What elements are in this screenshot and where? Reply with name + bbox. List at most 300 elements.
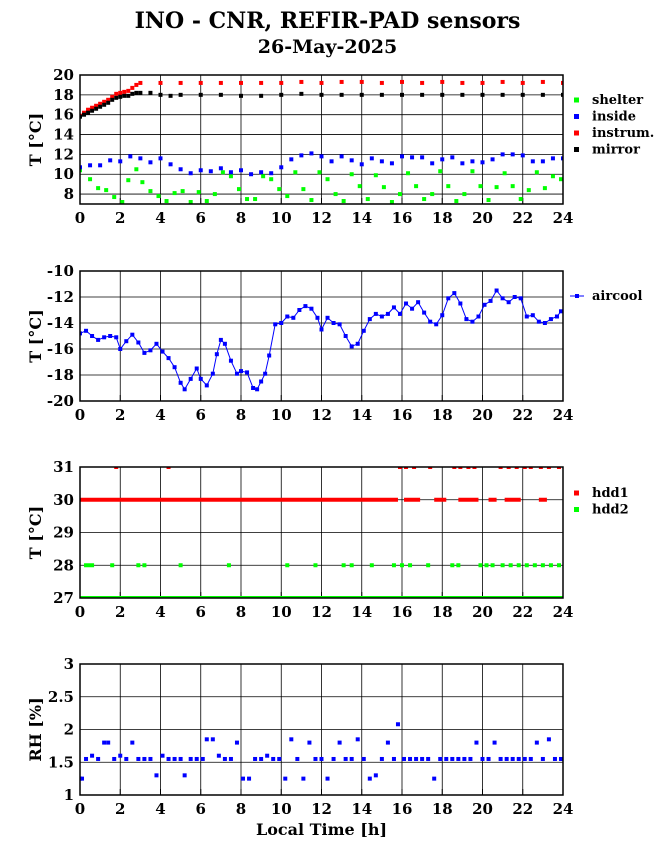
legend-label: shelter	[592, 93, 644, 108]
legend-label: aircool	[592, 289, 643, 304]
data-point-hdd2	[450, 563, 454, 567]
data-point-shelter	[430, 192, 434, 196]
x-tick-label: 22	[512, 603, 534, 621]
data-point-aircool	[501, 296, 505, 300]
panel-temps	[26, 66, 654, 227]
data-point-aircool	[223, 342, 227, 346]
data-point-aircool	[549, 317, 553, 321]
x-tick-label: 2	[115, 603, 126, 621]
panel-aircool	[26, 262, 642, 424]
data-point-shelter	[487, 198, 491, 202]
data-point-aircool	[199, 377, 203, 381]
data-point-aircool	[259, 380, 263, 384]
data-point-mirror	[400, 93, 404, 97]
data-point-rh	[320, 757, 324, 761]
data-point-aircool	[410, 307, 414, 311]
data-point-inside	[400, 154, 404, 158]
data-point-inside	[360, 162, 364, 166]
data-point-mirror	[179, 93, 183, 97]
data-point-shelter	[495, 185, 499, 189]
data-point-aircool	[374, 312, 378, 316]
data-point-rh	[179, 757, 183, 761]
data-point-mirror	[299, 92, 303, 96]
x-tick-label: 18	[431, 406, 453, 424]
data-point-inside	[491, 157, 495, 161]
data-point-rh	[523, 757, 527, 761]
data-point-mirror	[102, 103, 106, 107]
data-point-rh	[408, 757, 412, 761]
data-point-inside	[138, 156, 142, 160]
data-point-shelter	[478, 184, 482, 188]
data-point-shelter	[374, 173, 378, 177]
data-point-aircool	[392, 305, 396, 309]
data-point-inside	[219, 166, 223, 170]
data-point-instrum	[239, 81, 243, 85]
data-point-rh	[326, 777, 330, 781]
data-point-aircool	[229, 359, 233, 363]
series-line-aircool	[80, 291, 561, 390]
data-point-rh	[265, 754, 269, 758]
x-tick-label: 12	[311, 209, 332, 227]
data-point-aircool	[235, 372, 239, 376]
data-point-aircool	[303, 304, 307, 308]
data-point-inside	[179, 167, 183, 171]
data-point-inside	[320, 154, 324, 158]
data-point-mirror	[122, 94, 126, 98]
data-point-shelter	[406, 171, 410, 175]
data-point-mirror	[90, 109, 94, 113]
data-point-mirror	[110, 98, 114, 102]
data-point-shelter	[156, 194, 160, 198]
data-point-rh	[432, 777, 436, 781]
data-point-shelter	[229, 174, 233, 178]
data-point-inside	[350, 158, 354, 162]
data-point-aircool	[446, 296, 450, 300]
data-point-aircool	[90, 334, 94, 338]
x-tick-label: 24	[552, 603, 574, 621]
y-tick-label: 27	[53, 589, 74, 607]
data-point-shelter	[414, 184, 418, 188]
data-point-rh	[547, 737, 551, 741]
x-tick-label: 2	[115, 209, 126, 227]
data-point-mirror	[118, 95, 122, 99]
data-point-inside	[88, 163, 92, 167]
data-point-shelter	[197, 190, 201, 194]
data-point-aircool	[338, 322, 342, 326]
data-point-instrum	[460, 81, 464, 85]
data-point-rh	[468, 757, 472, 761]
x-tick-label: 20	[472, 209, 493, 227]
data-point-hdd2	[110, 563, 114, 567]
data-point-instrum	[320, 81, 324, 85]
data-point-mirror	[541, 93, 545, 97]
y-tick-label: 18	[53, 85, 74, 104]
x-tick-label: 18	[431, 603, 453, 621]
data-point-rh	[338, 741, 342, 745]
data-point-hdd2	[342, 563, 346, 567]
data-point-mirror	[481, 93, 485, 97]
data-point-mirror	[159, 93, 163, 97]
data-point-aircool	[161, 350, 165, 354]
data-point-mirror	[340, 93, 344, 97]
x-tick-label: 6	[195, 800, 206, 818]
data-point-aircool	[219, 338, 223, 342]
data-point-rh	[189, 757, 193, 761]
x-tick-label: 10	[270, 800, 292, 818]
data-point-rh	[505, 757, 509, 761]
data-point-shelter	[148, 189, 152, 193]
data-point-rh	[271, 757, 275, 761]
data-point-aircool	[142, 351, 146, 355]
data-point-instrum	[179, 81, 183, 85]
data-point-aircool	[422, 311, 426, 315]
data-point-inside	[229, 170, 233, 174]
x-tick-label: 12	[311, 603, 332, 621]
data-point-rh	[456, 757, 460, 761]
data-point-instrum	[199, 81, 203, 85]
data-point-rh	[84, 757, 88, 761]
y-tick-label: -14	[46, 314, 74, 332]
x-tick-label: 8	[235, 603, 247, 621]
data-point-shelter	[213, 192, 217, 196]
data-point-rh	[402, 757, 406, 761]
y-tick-label: 20	[53, 66, 74, 84]
data-point-shelter	[350, 172, 354, 176]
data-point-rh	[517, 757, 521, 761]
panel-hdd	[26, 458, 629, 621]
data-point-shelter	[88, 177, 92, 181]
data-point-shelter	[519, 197, 523, 201]
data-point-aircool	[344, 334, 348, 338]
data-point-rh	[444, 757, 448, 761]
data-point-mirror	[134, 91, 138, 95]
legend-marker	[574, 507, 579, 512]
data-point-mirror	[279, 93, 283, 97]
data-point-inside	[159, 156, 163, 160]
data-point-inside	[541, 159, 545, 163]
data-point-inside	[108, 158, 112, 162]
data-point-aircool	[273, 322, 277, 326]
y-tick-label: 8	[63, 185, 74, 204]
legend-marker	[574, 131, 579, 136]
data-point-aircool	[350, 344, 354, 348]
data-point-inside	[390, 161, 394, 165]
data-point-rh	[414, 757, 418, 761]
data-point-inside	[269, 171, 273, 175]
data-point-hdd2	[400, 563, 404, 567]
data-point-mirror	[380, 93, 384, 97]
data-point-hdd2	[501, 563, 505, 567]
data-point-mirror	[94, 107, 98, 111]
data-point-inside	[460, 161, 464, 165]
data-point-aircool	[189, 377, 193, 381]
data-point-inside	[169, 162, 173, 166]
data-point-instrum	[360, 80, 364, 84]
data-point-hdd2	[408, 563, 412, 567]
data-point-shelter	[382, 185, 386, 189]
x-tick-label: 24	[552, 209, 574, 227]
data-point-instrum	[380, 81, 384, 85]
data-point-instrum	[259, 81, 263, 85]
data-point-rh	[130, 741, 134, 745]
data-point-rh	[313, 757, 317, 761]
data-point-aircool	[495, 289, 499, 293]
x-tick-label: 24	[552, 800, 574, 818]
data-point-aircool	[315, 316, 319, 320]
data-point-rh	[392, 757, 396, 761]
x-tick-label: 8	[235, 209, 247, 227]
data-point-shelter	[543, 186, 547, 190]
y-tick-label: 29	[53, 523, 74, 542]
series-group	[78, 722, 563, 780]
x-tick-label: 4	[155, 603, 166, 621]
data-point-aircool	[167, 356, 171, 360]
data-point-aircool	[309, 307, 313, 311]
data-point-inside	[249, 172, 253, 176]
data-point-shelter	[221, 170, 225, 174]
data-point-shelter	[454, 199, 458, 203]
x-tick-label: 14	[351, 209, 373, 227]
data-point-hdd2	[557, 563, 561, 567]
data-point-rh	[362, 757, 366, 761]
data-point-rh	[205, 737, 209, 741]
data-point-rh	[374, 773, 378, 777]
data-point-aircool	[96, 338, 100, 342]
data-point-inside	[289, 157, 293, 161]
data-point-mirror	[239, 94, 243, 98]
data-point-aircool	[267, 354, 271, 358]
data-point-aircool	[470, 320, 474, 324]
data-point-shelter	[104, 188, 108, 192]
data-point-shelter	[181, 189, 185, 193]
data-point-aircool	[489, 299, 493, 303]
data-point-shelter	[140, 180, 144, 184]
data-point-aircool	[183, 387, 187, 391]
data-point-rh	[106, 741, 110, 745]
data-point-aircool	[537, 320, 541, 324]
y-tick-label: 16	[53, 105, 74, 124]
data-point-rh	[217, 754, 221, 758]
data-point-shelter	[551, 174, 555, 178]
data-point-rh	[241, 777, 245, 781]
legend-label: mirror	[592, 142, 640, 158]
data-point-hdd2	[491, 563, 495, 567]
data-point-shelter	[285, 194, 289, 198]
data-point-aircool	[380, 315, 384, 319]
data-point-rh	[211, 737, 215, 741]
data-point-mirror	[169, 94, 173, 98]
x-tick-label: 0	[74, 800, 86, 818]
data-point-shelter	[342, 199, 346, 203]
data-point-aircool	[483, 303, 487, 307]
data-point-inside	[279, 165, 283, 169]
x-tick-label: 6	[195, 406, 206, 424]
legend-label: hdd1	[592, 486, 629, 501]
data-point-hdd2	[485, 563, 489, 567]
x-tick-label: 2	[115, 800, 126, 818]
data-point-aircool	[555, 315, 559, 319]
data-point-inside	[98, 163, 102, 167]
data-point-hdd2	[517, 563, 521, 567]
data-point-inside	[330, 159, 334, 163]
data-point-shelter	[317, 170, 321, 174]
legend-label: inside	[592, 109, 637, 125]
data-point-mirror	[420, 93, 424, 97]
data-point-shelter	[462, 192, 466, 196]
data-point-aircool	[332, 321, 336, 325]
data-point-rh	[173, 757, 177, 761]
x-tick-label: 24	[552, 406, 574, 424]
data-point-aircool	[118, 347, 122, 351]
data-point-shelter	[358, 184, 362, 188]
legend-label: instrum.	[592, 126, 655, 141]
data-point-hdd2	[350, 563, 354, 567]
data-point-rh	[142, 757, 146, 761]
data-point-rh	[295, 757, 299, 761]
data-point-mirror	[148, 91, 152, 95]
data-point-rh	[511, 757, 515, 761]
x-tick-label: 22	[512, 209, 534, 227]
data-point-rh	[195, 757, 199, 761]
data-point-rh	[438, 757, 442, 761]
data-point-rh	[420, 757, 424, 761]
data-point-hdd2	[541, 563, 545, 567]
data-point-shelter	[261, 174, 265, 178]
data-point-shelter	[470, 169, 474, 173]
x-tick-label: 4	[155, 800, 166, 818]
data-point-aircool	[239, 369, 243, 373]
data-point-rh	[289, 737, 293, 741]
data-point-instrum	[400, 80, 404, 84]
data-point-aircool	[398, 312, 402, 316]
x-tick-label: 14	[351, 406, 373, 424]
data-point-rh	[350, 757, 354, 761]
data-point-mirror	[126, 94, 130, 98]
data-point-aircool	[356, 342, 360, 346]
data-point-shelter	[245, 197, 249, 201]
data-point-rh	[386, 741, 390, 745]
data-point-aircool	[136, 341, 140, 345]
data-point-inside	[259, 170, 263, 174]
data-point-rh	[396, 722, 400, 726]
legend-marker	[574, 98, 579, 103]
data-point-rh	[529, 757, 533, 761]
data-point-aircool	[464, 317, 468, 321]
data-point-aircool	[428, 320, 432, 324]
y-tick-label: 2	[63, 720, 74, 739]
data-point-aircool	[368, 317, 372, 321]
data-point-shelter	[309, 198, 313, 202]
y-tick-label: 1	[63, 786, 74, 804]
x-tick-label: 6	[195, 603, 206, 621]
data-point-aircool	[291, 316, 295, 320]
data-point-rh	[247, 777, 251, 781]
data-point-aircool	[215, 352, 219, 356]
data-point-mirror	[440, 93, 444, 97]
y-axis-label: T [°C]	[26, 309, 45, 363]
data-point-aircool	[255, 387, 259, 391]
data-point-rh	[426, 757, 430, 761]
data-point-shelter	[112, 195, 116, 199]
data-point-aircool	[320, 328, 324, 332]
data-point-aircool	[279, 321, 283, 325]
y-axis-label: T [°C]	[26, 505, 45, 560]
data-point-hdd2	[456, 563, 460, 567]
y-axis-label: T [°C]	[26, 112, 45, 167]
data-point-aircool	[507, 300, 511, 304]
data-point-aircool	[124, 339, 128, 343]
panel-rh	[26, 655, 573, 839]
y-tick-label: 10	[53, 165, 74, 184]
data-point-rh	[474, 741, 478, 745]
data-point-mirror	[320, 93, 324, 97]
data-point-inside	[450, 155, 454, 159]
data-point-rh	[229, 757, 233, 761]
x-tick-label: 12	[311, 406, 332, 424]
data-point-aircool	[102, 335, 106, 339]
x-tick-label: 22	[512, 800, 534, 818]
data-point-shelter	[293, 170, 297, 174]
data-point-rh	[307, 741, 311, 745]
series-group	[78, 289, 563, 392]
data-point-aircool	[452, 291, 456, 295]
x-tick-label: 0	[74, 603, 86, 621]
data-point-mirror	[460, 93, 464, 97]
x-tick-label: 20	[472, 406, 493, 424]
data-point-aircool	[297, 308, 301, 312]
data-point-shelter	[438, 169, 442, 173]
data-point-instrum	[118, 91, 122, 95]
data-point-rh	[541, 757, 545, 761]
data-point-inside	[410, 155, 414, 159]
data-point-shelter	[503, 171, 507, 175]
data-point-aircool	[179, 381, 183, 385]
legend-label: hdd2	[592, 502, 629, 518]
data-point-instrum	[159, 81, 163, 85]
data-point-aircool	[458, 302, 462, 306]
data-point-aircool	[245, 370, 249, 374]
data-point-aircool	[154, 342, 158, 346]
data-point-rh	[277, 757, 281, 761]
data-point-shelter	[126, 178, 130, 182]
legend-marker	[574, 147, 579, 152]
x-tick-label: 16	[391, 800, 413, 818]
data-point-rh	[235, 741, 239, 745]
data-point-shelter	[422, 197, 426, 201]
data-point-shelter	[326, 177, 330, 181]
x-tick-label: 10	[270, 406, 292, 424]
data-point-inside	[199, 168, 203, 172]
x-tick-label: 14	[351, 603, 373, 621]
data-point-shelter	[527, 188, 531, 192]
data-point-hdd2	[392, 563, 396, 567]
data-point-mirror	[219, 93, 223, 97]
data-point-inside	[551, 156, 555, 160]
data-point-aircool	[173, 365, 177, 369]
data-point-hdd2	[426, 563, 430, 567]
data-point-shelter	[205, 199, 209, 203]
data-point-mirror	[501, 93, 505, 97]
data-point-aircool	[326, 316, 330, 320]
data-point-mirror	[114, 96, 118, 100]
data-point-aircool	[362, 329, 366, 333]
data-point-instrum	[122, 90, 126, 94]
data-point-rh	[96, 757, 100, 761]
y-tick-label: 30	[53, 490, 74, 509]
data-point-inside	[128, 154, 132, 158]
data-point-instrum	[114, 92, 118, 96]
data-point-rh	[148, 757, 152, 761]
